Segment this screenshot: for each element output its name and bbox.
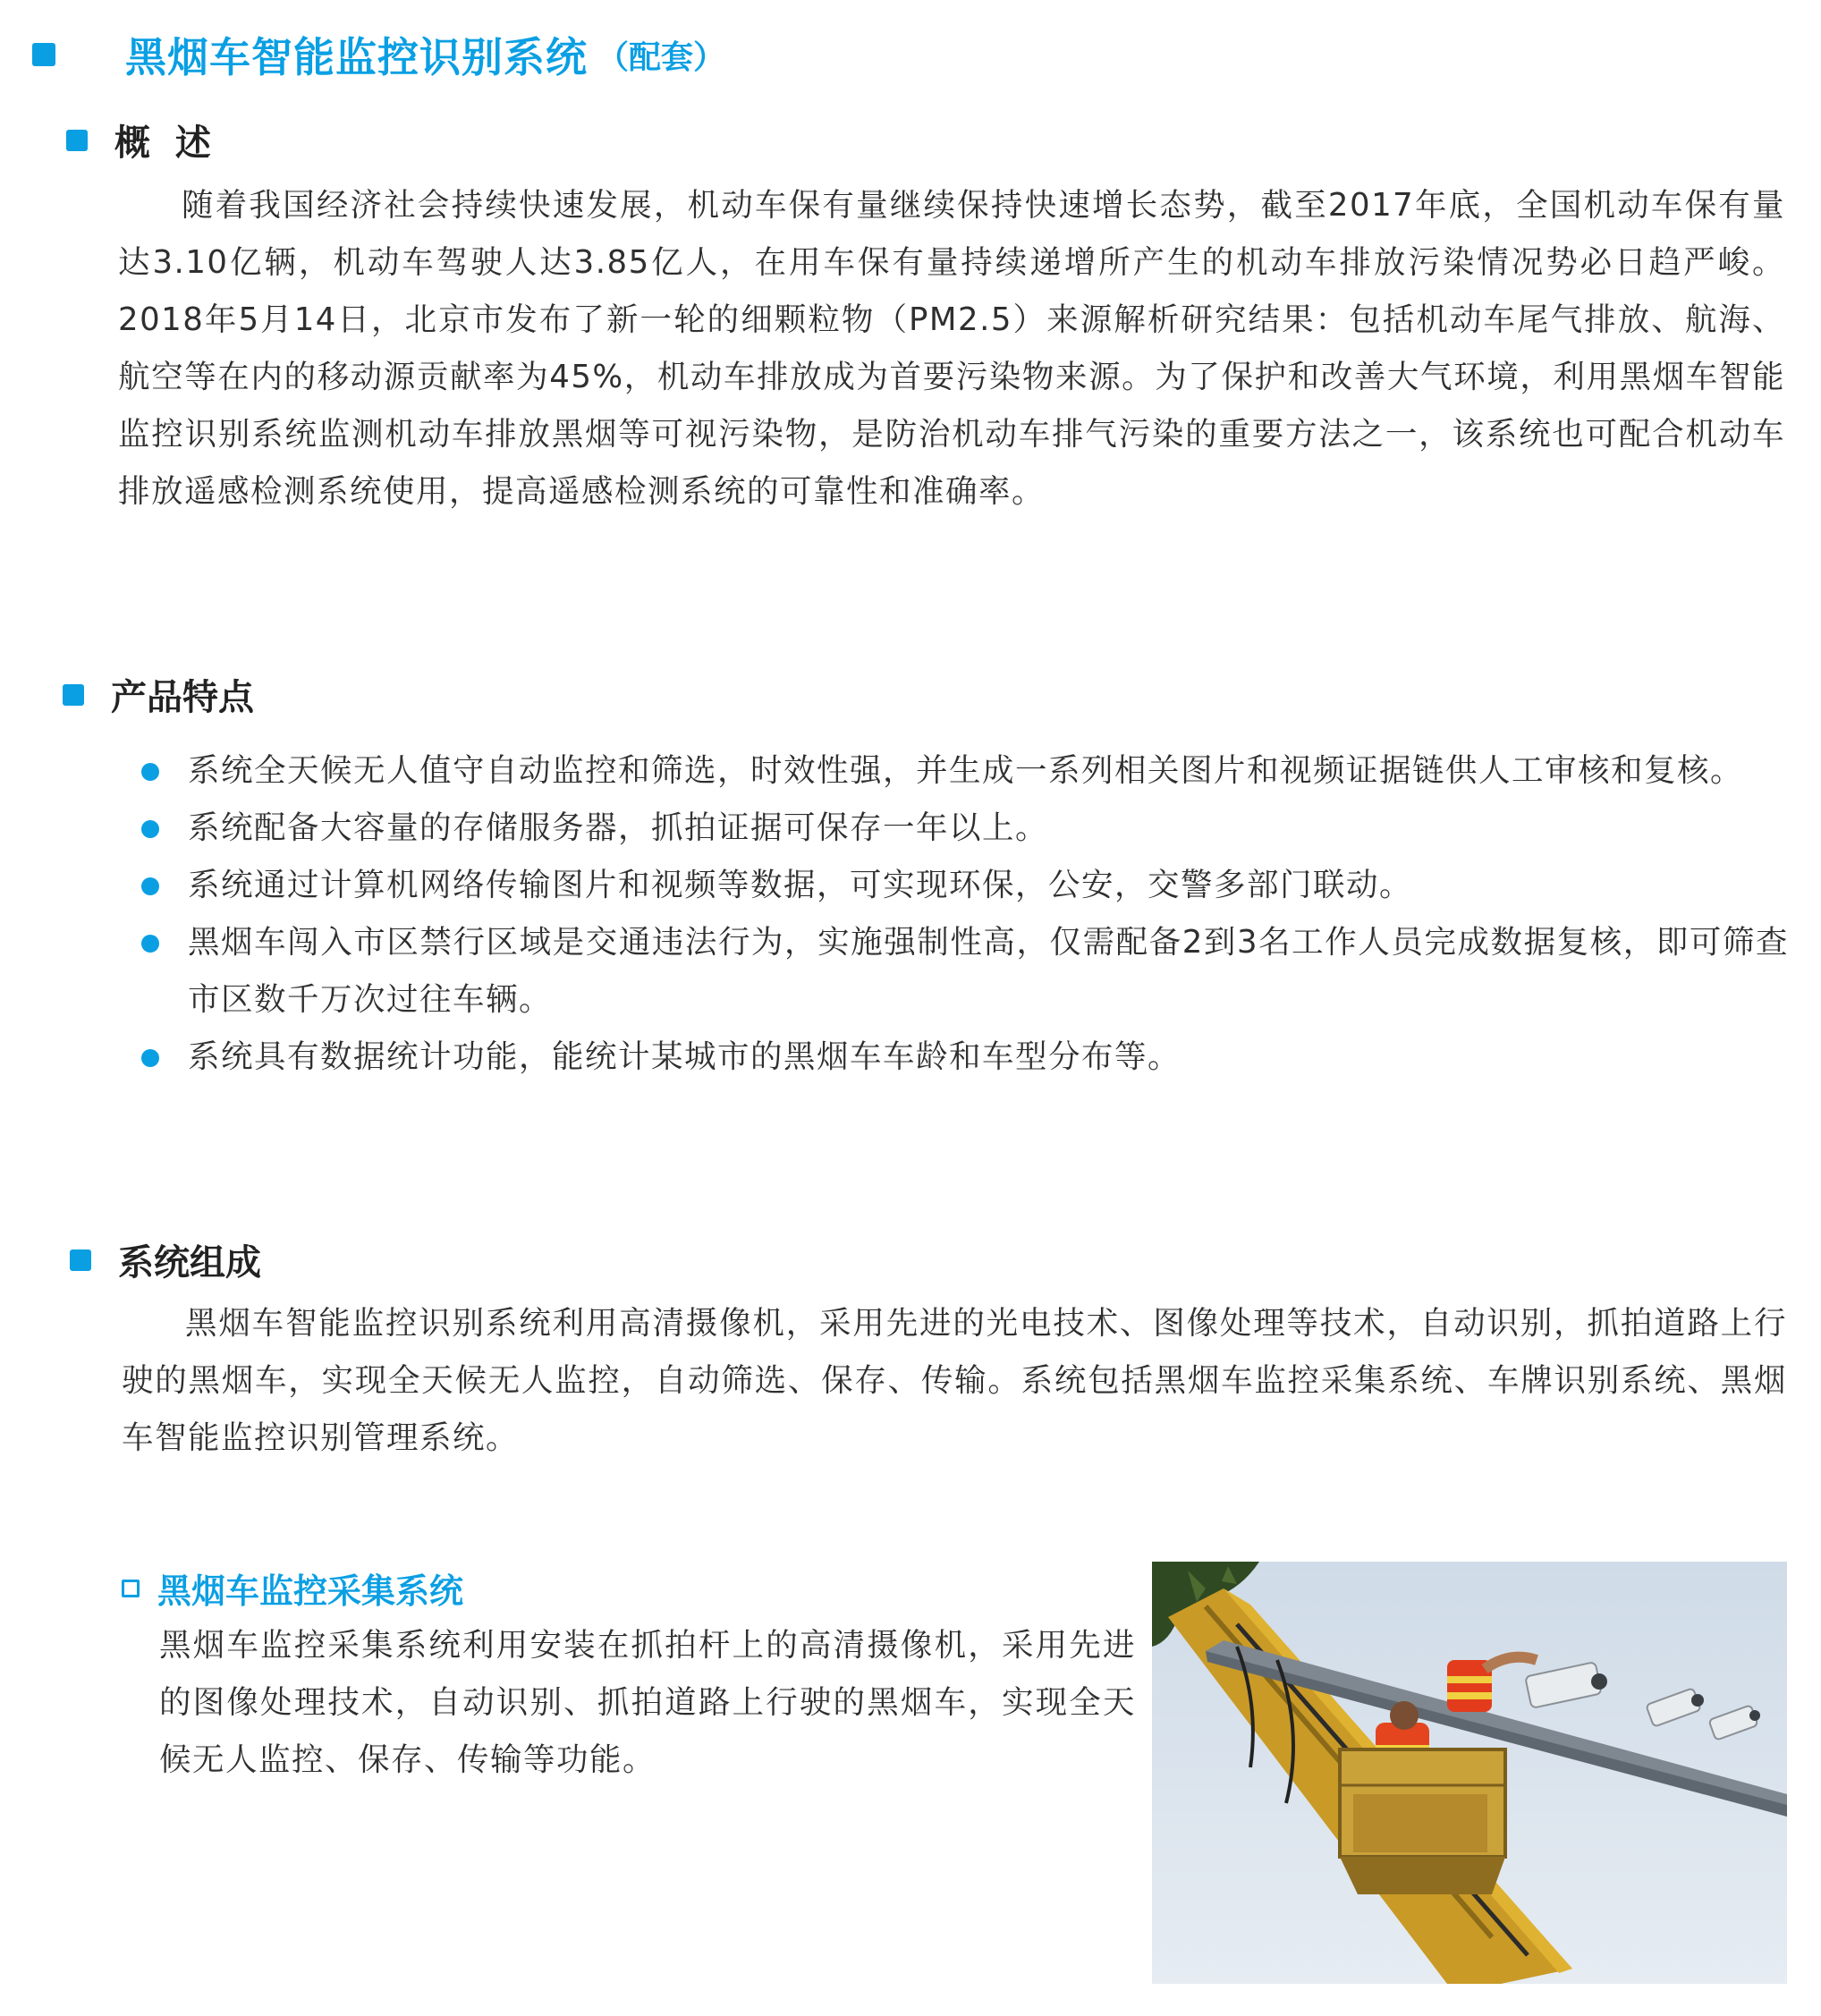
- section-square-icon: [70, 1249, 91, 1271]
- bullet-dot-icon: [141, 820, 159, 838]
- collection-heading: [122, 1563, 463, 1613]
- hollow-square-icon: [122, 1580, 140, 1597]
- collection-paragraph: 黑烟车监控采集系统利用安装在抓拍杆上的高清摄像机，采用先进的图像处理技术，自动识别、抓拍道路上行驶的黑烟车，实现全天候无人监控、保存、传输等功能。: [159, 1627, 1136, 1778]
- section-square-icon: [63, 684, 84, 706]
- composition-paragraph: 黑烟车智能监控识别系统利用高清摄像机，采用先进的光电技术、图像处理等技术，自动识别，抓拍道路上行驶的黑烟车，实现全天候无人监控，自动筛选、保存、传输。系统包括黑烟车监控采集系统、车牌识别系统、黑烟车智能监控识别管理系统。: [122, 1305, 1787, 1456]
- list-item: 黑烟车闯入市区禁行区域是交通违法行为，实施强制性高，仅需配备2到3名工作人员完成数据复核，即可筛查市区数千万次过往车辆。: [134, 914, 1789, 1029]
- overview-heading: [66, 114, 211, 165]
- features-list: [134, 742, 1789, 1086]
- camera-installation-photo: [1152, 1562, 1787, 1984]
- page-title-suffix: （配套）: [597, 38, 726, 76]
- bullet-dot-icon: [141, 935, 159, 953]
- title-square-icon: [32, 43, 55, 66]
- collection-heading-text: 黑烟车监控采集系统: [157, 1571, 464, 1611]
- bullet-dot-icon: [141, 877, 159, 895]
- list-item: 系统全天候无人值守自动监控和筛选，时效性强，并生成一系列相关图片和视频证据链供人工审核和复核。: [134, 742, 1789, 800]
- composition-heading: [70, 1234, 261, 1285]
- list-item: 系统具有数据统计功能，能统计某城市的黑烟车车龄和车型分布等。: [134, 1029, 1789, 1086]
- composition-heading-text: 系统组成: [118, 1242, 261, 1283]
- features-heading: [63, 669, 254, 720]
- overview-heading-text: 概 述: [114, 123, 211, 164]
- bullet-dot-icon: [141, 763, 159, 781]
- bullet-dot-icon: [141, 1049, 159, 1067]
- list-item: 系统配备大容量的存储服务器，抓拍证据可保存一年以上。: [134, 800, 1789, 857]
- page-title-text: 黑烟车智能监控识别系统: [125, 33, 588, 81]
- features-heading-text: 产品特点: [111, 677, 254, 718]
- list-item: 系统通过计算机网络传输图片和视频等数据，可实现环保，公安，交警多部门联动。: [134, 857, 1789, 914]
- overview-paragraph: 随着我国经济社会持续快速发展，机动车保有量继续保持快速增长态势，截至2017年底，全国机动车保有量达3.10亿辆，机动车驾驶人达3.85亿人，在用车保有量持续递增所产生的机动车排放污染情况势必日趋严峻。2018年5月14日，北京市发布了新一轮的细颗粒物（PM2.5）来源解析研究结果：包括机动车尾气排放、航海、航空等在内的移动源贡献率为45%，机动车排放成为首要污染物来源。为了保护和改善大气环境，利用黑烟车智能监控识别系统监测机动车排放黑烟等可视污染物，是防治机动车排气污染的重要方法之一，该系统也可配合机动车排放遥感检测系统使用，提高遥感检测系统的可靠性和准确率。: [118, 187, 1785, 510]
- page-title: [32, 25, 725, 84]
- section-square-icon: [66, 130, 88, 151]
